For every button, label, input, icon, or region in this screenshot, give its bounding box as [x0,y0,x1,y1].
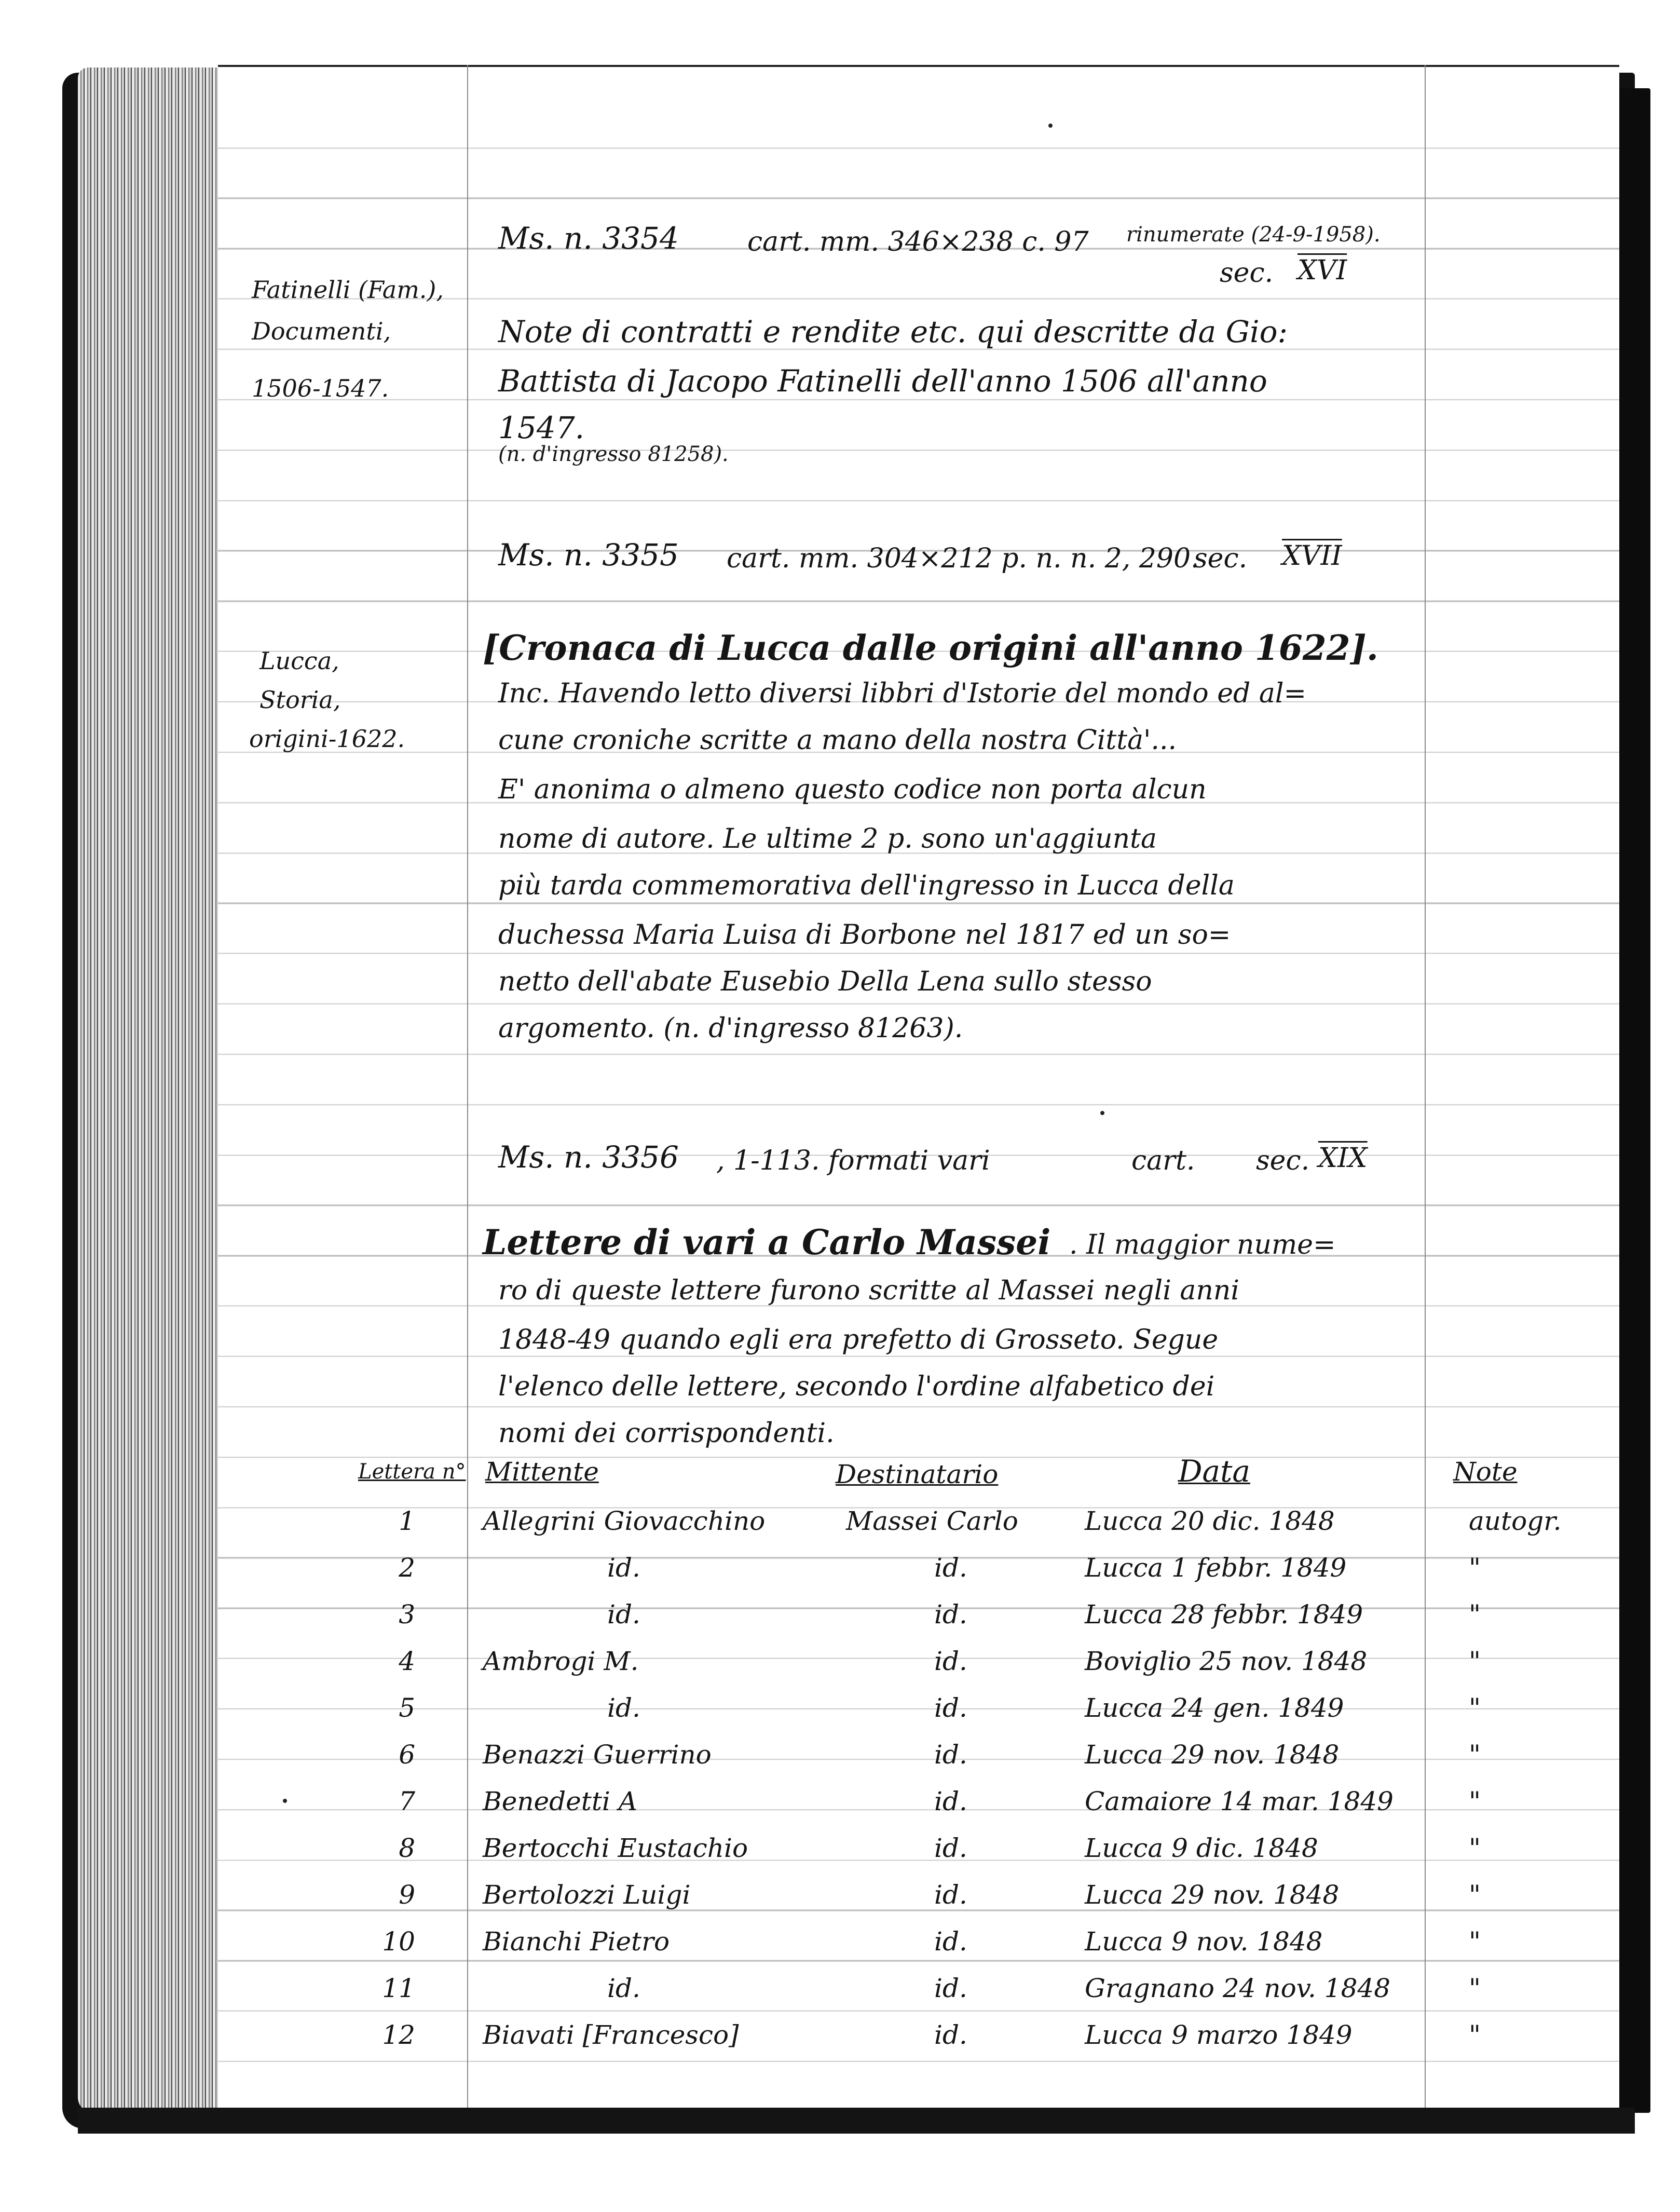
ink-dot [283,1799,287,1803]
cell-destinatario: id. [934,1646,967,1676]
col-header-note: Note [1453,1457,1518,1487]
cell-note: " [1469,1740,1481,1770]
cell-note: autogr. [1469,1506,1562,1536]
cell-destinatario: Massei Carlo [846,1506,1018,1536]
entry-text-line: 1848-49 quando egli era prefetto di Grosseto. Segue [498,1324,1219,1355]
cell-note: " [1469,1693,1481,1723]
cell-destinatario: id. [934,1786,967,1816]
entry-title: Lettere di vari a Carlo Massei [483,1222,1051,1263]
cell-note: " [1469,1926,1481,1957]
cell-number: 7 [399,1786,415,1816]
cell-mittente: Ambrogi M. [483,1646,639,1676]
ingresso-number: (n. d'ingresso 81258). [498,442,729,466]
cell-destinatario: id. [934,1833,967,1863]
cell-number: 5 [399,1693,415,1723]
cell-number: 3 [399,1599,415,1630]
entry-text-line: nomi dei corrispondenti. [498,1418,835,1449]
cell-note: " [1469,1646,1481,1676]
cell-destinatario: id. [934,1740,967,1770]
entry-text-line: ro di queste lettere furono scritte al Massei negli anni [498,1275,1239,1306]
page-edges [78,67,223,2113]
cell-data: Lucca 29 nov. 1848 [1085,1880,1340,1910]
entry-text-line: E' anonima o almeno questo codice non porta alcun [498,774,1207,805]
ms-numbering: rinumerate (24-9-1958). [1126,223,1381,247]
ink-dot [1100,1111,1104,1115]
century: XVII [1282,540,1342,572]
margin-note-line: 1506-1547. [252,374,389,402]
margin-note-line: Lucca, [259,647,339,675]
entry-text-line: più tarda commemorativa dell'ingresso in Lucca della [498,870,1235,901]
margin-note-line: origini-1622. [249,725,405,753]
cell-mittente: Bertolozzi Luigi [483,1880,691,1910]
ms-number: Ms. n. 3355 [498,537,679,573]
century-label: sec. [1220,257,1274,289]
entry-text-line: argomento. (n. d'ingresso 81263). [498,1013,963,1044]
entry-text-line: Note di contratti e rendite etc. qui descritte da Gio: [498,314,1288,349]
cell-note: " [1469,1599,1481,1630]
cell-data: Lucca 9 dic. 1848 [1085,1833,1318,1863]
entry-text-line: Inc. Havendo letto diversi libbri d'Istorie del mondo ed al= [498,678,1307,709]
entry-title: [Cronaca di Lucca dalle origini all'anno 1622]. [483,628,1378,668]
cell-data: Lucca 20 dic. 1848 [1085,1506,1335,1536]
entry-text-line: 1547. [498,410,585,445]
col-header-mittente: Mittente [485,1457,599,1487]
entry-text-line: nome di autore. Le ultime 2 p. sono un'aggiunta [498,823,1157,854]
cell-note: " [1469,1553,1481,1583]
ms-description: cart. mm. 304×212 p. n. n. 2, 290. [727,543,1199,574]
cell-note: " [1469,1880,1481,1910]
cell-data: Lucca 29 nov. 1848 [1085,1740,1340,1770]
margin-note-line: Storia, [259,686,341,714]
ms-number: Ms. n. 3354 [498,221,679,256]
entry-text-line: duchessa Maria Luisa di Borbone nel 1817 ed un so= [498,919,1231,951]
cell-mittente: id. [607,1599,640,1630]
cell-data: Lucca 28 febbr. 1849 [1085,1599,1363,1630]
cell-note: " [1469,2020,1481,2050]
century: $\overline{XIX}$ [1318,1143,1368,1174]
cell-mittente: id. [607,1553,640,1583]
cell-destinatario: id. [934,1693,967,1723]
cell-mittente: Allegrini Giovacchino [483,1506,766,1536]
entry-text-line: cune croniche scritte a mano della nostra Città'... [498,725,1177,756]
entry-text-line: l'elenco delle lettere, secondo l'ordine alfabetico dei [498,1371,1215,1402]
cell-note: " [1469,1833,1481,1863]
cell-mittente: Bertocchi Eustachio [483,1833,748,1863]
cell-destinatario: id. [934,2020,967,2050]
century: $\overline{XVI}$ [1297,255,1347,286]
cell-number: 2 [399,1553,415,1583]
right-rule [1425,65,1426,2115]
ms-material: cart. [1131,1145,1195,1176]
col-header-number: Lettera n° [358,1460,466,1484]
cell-mittente: Bianchi Pietro [483,1926,670,1957]
cell-destinatario: id. [934,1926,967,1957]
entry-text-line: . Il maggior nume= [1069,1229,1336,1260]
book-bottom-edge [78,2108,1635,2134]
century-label: sec. [1194,543,1248,574]
cell-number: 4 [399,1646,415,1676]
cell-data: Lucca 9 nov. 1848 [1085,1926,1323,1957]
cell-mittente: Benazzi Guerrino [483,1740,712,1770]
cell-note: " [1469,1973,1481,2003]
ink-dot [1048,124,1053,128]
cell-number: 11 [382,1973,415,2003]
cell-data: Lucca 1 febbr. 1849 [1085,1553,1347,1583]
cell-data: Lucca 24 gen. 1849 [1085,1693,1344,1723]
cell-destinatario: id. [934,1973,967,2003]
margin-note-line: Documenti, [252,317,391,345]
cell-destinatario: id. [934,1553,967,1583]
ms-description: , 1-113. formati vari [716,1145,990,1176]
margin-rule [467,65,468,2115]
cell-destinatario: id. [934,1880,967,1910]
book-right-edge [1619,88,1650,2113]
cell-mittente: id. [607,1973,640,2003]
col-header-destinatario: Destinatario [836,1459,999,1489]
cell-mittente: Benedetti A [483,1786,637,1816]
cell-number: 10 [382,1926,415,1957]
cell-destinatario: id. [934,1599,967,1630]
cell-number: 6 [399,1740,415,1770]
cell-mittente: Biavati [Francesco] [483,2020,739,2050]
margin-note-line: Fatinelli (Fam.), [252,276,444,304]
cell-mittente: id. [607,1693,640,1723]
cell-number: 12 [382,2020,415,2050]
entry-text-line: netto dell'abate Eusebio Della Lena sullo stesso [498,966,1152,997]
col-header-data: Data [1178,1454,1250,1489]
cell-data: Boviglio 25 nov. 1848 [1085,1646,1368,1676]
ms-description: cart. mm. 346×238 c. 97 [747,226,1089,257]
cell-number: 8 [399,1833,415,1863]
cell-number: 9 [399,1880,415,1910]
cell-number: 1 [399,1506,415,1536]
century-label: sec. [1256,1145,1310,1176]
cell-data: Gragnano 24 nov. 1848 [1085,1973,1391,2003]
cell-data: Lucca 9 marzo 1849 [1085,2020,1353,2050]
ms-number: Ms. n. 3356 [498,1139,679,1175]
cell-note: " [1469,1786,1481,1816]
cell-data: Camaiore 14 mar. 1849 [1085,1786,1394,1816]
entry-text-line: Battista di Jacopo Fatinelli dell'anno 1506 all'anno [498,363,1267,399]
